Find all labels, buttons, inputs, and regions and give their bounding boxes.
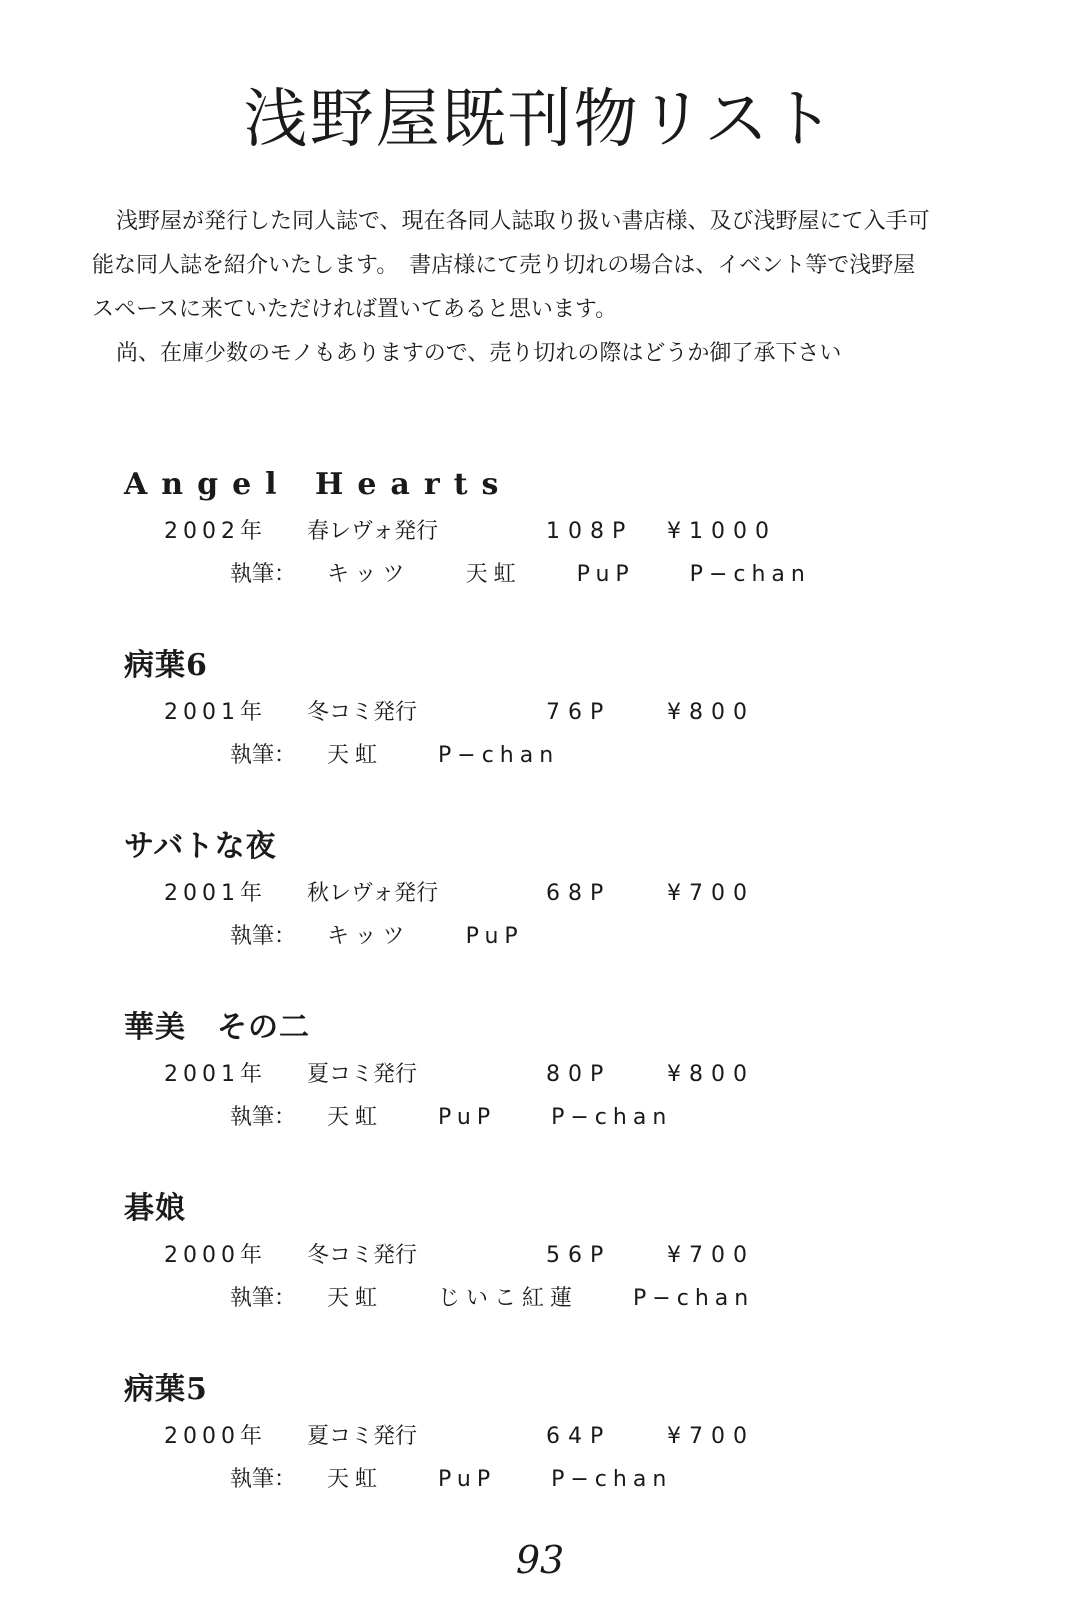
publication-title: サバトな夜 xyxy=(124,829,277,864)
publication-entry xyxy=(124,1186,1024,1367)
author-name: PuP xyxy=(576,562,635,587)
author-name: 天虹 xyxy=(327,1286,384,1311)
author-name: キッツ xyxy=(327,562,411,587)
publication-pages: 64P xyxy=(546,1424,612,1449)
author-name: キッツ xyxy=(327,924,411,949)
publication-year: 2001年 xyxy=(164,881,267,906)
publication-pages: 108P xyxy=(546,519,634,544)
publication-year: 2000年 xyxy=(164,1424,267,1449)
publication-price: ¥700 xyxy=(667,881,755,906)
publication-meta xyxy=(164,695,755,726)
author-name: 天虹 xyxy=(327,1467,384,1492)
author-name: 天虹 xyxy=(327,743,384,768)
publication-price: ¥700 xyxy=(667,1424,755,1449)
authors-label: 執筆： xyxy=(230,1105,297,1130)
publication-meta xyxy=(164,514,777,545)
author-name: PuP xyxy=(438,1467,497,1492)
publication-pages: 76P xyxy=(546,700,612,725)
publication-pages: 56P xyxy=(546,1243,612,1268)
publication-meta xyxy=(164,1238,755,1269)
publication-authors xyxy=(230,1462,720,1493)
publication-year: 2000年 xyxy=(164,1243,267,1268)
intro-paragraph xyxy=(92,200,1042,376)
publication-meta xyxy=(164,1057,755,1088)
publication-authors xyxy=(230,738,607,769)
publication-price: ¥800 xyxy=(667,1062,755,1087)
publication-year: 2002年 xyxy=(164,519,267,544)
publication-pages: 68P xyxy=(546,881,612,906)
publication-meta xyxy=(164,876,755,907)
publication-title: 病葉5 xyxy=(124,1372,208,1407)
author-name: P−chan xyxy=(438,743,560,768)
publication-entry xyxy=(124,643,1024,824)
intro-line: 能な同人誌を紹介いたします。 書店様にて売り切れの場合は、イベント等で浅野屋 xyxy=(92,253,916,278)
authors-label: 執筆： xyxy=(230,562,297,587)
authors-label: 執筆： xyxy=(230,1467,297,1492)
publication-title: 華美 その二 xyxy=(124,1010,310,1045)
publication-entry xyxy=(124,462,1024,643)
author-name: P−chan xyxy=(551,1467,673,1492)
publication-event: 秋レヴォ発行 xyxy=(307,881,439,906)
publication-authors xyxy=(230,557,859,588)
authors-label: 執筆： xyxy=(230,924,297,949)
publication-title: 病葉6 xyxy=(124,648,208,683)
publication-title: Angel Hearts xyxy=(124,467,513,502)
publication-authors xyxy=(230,1100,720,1131)
publication-entry xyxy=(124,824,1024,1005)
publication-title: 碁娘 xyxy=(124,1191,186,1226)
intro-line: 尚、在庫少数のモノもありますので、売り切れの際はどうか御了承下さい xyxy=(116,341,842,366)
author-name: PuP xyxy=(438,1105,497,1130)
authors-label: 執筆： xyxy=(230,743,297,768)
publication-year: 2001年 xyxy=(164,1062,267,1087)
publication-meta xyxy=(164,1419,755,1450)
publication-price: ¥800 xyxy=(667,700,755,725)
page-number: 93 xyxy=(515,1538,565,1582)
author-name: じいこ紅蓮 xyxy=(438,1286,579,1311)
publication-list xyxy=(124,462,1024,1548)
publication-event: 冬コミ発行 xyxy=(307,1243,418,1268)
intro-line: 浅野屋が発行した同人誌で、現在各同人誌取り扱い書店様、及び浅野屋にて入手可 xyxy=(116,209,930,234)
publication-authors xyxy=(230,919,572,950)
publication-price: ¥700 xyxy=(667,1243,755,1268)
author-name: 天虹 xyxy=(327,1105,384,1130)
publication-price: ¥1000 xyxy=(667,519,777,544)
publication-authors xyxy=(230,1281,802,1312)
publication-event: 夏コミ発行 xyxy=(307,1062,418,1087)
publication-event: 夏コミ発行 xyxy=(307,1424,418,1449)
publication-entry xyxy=(124,1367,1024,1548)
author-name: P−chan xyxy=(551,1105,673,1130)
publication-event: 春レヴォ発行 xyxy=(307,519,439,544)
publication-year: 2001年 xyxy=(164,700,267,725)
intro-line: スペースに来ていただければ置いてあると思います。 xyxy=(92,297,618,322)
publication-pages: 80P xyxy=(546,1062,612,1087)
author-name: P−chan xyxy=(633,1286,755,1311)
author-name: P−chan xyxy=(689,562,811,587)
page-title: 浅野屋既刊物リスト xyxy=(243,83,837,157)
author-name: 天虹 xyxy=(465,562,522,587)
publication-event: 冬コミ発行 xyxy=(307,700,418,725)
publication-entry xyxy=(124,1005,1024,1186)
author-name: PuP xyxy=(465,924,524,949)
authors-label: 執筆： xyxy=(230,1286,297,1311)
